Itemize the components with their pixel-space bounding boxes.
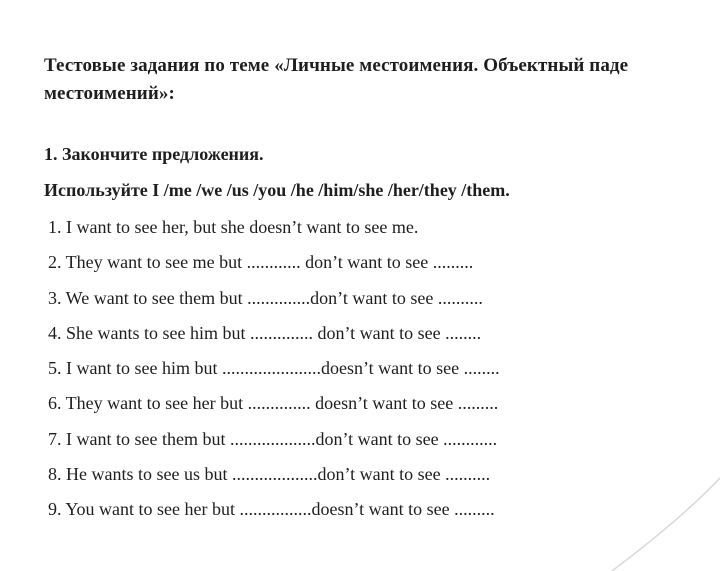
exercise-sentence-4: 4. She wants to see him but .............. don’t want to see ........ xyxy=(48,322,482,343)
title-line-2: местоимений»: xyxy=(44,83,175,104)
section-heading: 1. Закончите предложения. xyxy=(44,144,264,164)
page-title xyxy=(44,52,720,108)
exercise-sentence-1: 1. I want to see her, but she doesn’t want to see me. xyxy=(48,217,419,237)
instruction-text: Используйте I /me /we /us /you /he /him/she /her/they /them. xyxy=(44,180,510,200)
exercise-sentence-7: 7. I want to see them but ...................don’t want to see ............ xyxy=(48,428,498,449)
exercise-list xyxy=(48,212,500,530)
exercise-sentence-6: 6. They want to see her but .............. doesn’t want to see ......... xyxy=(48,393,499,414)
exercise-sentence-3: 3. We want to see them but ..............don’t want to see .......... xyxy=(48,287,483,308)
title-line-1: Тестовые задания по теме «Личные местоимения. Объектный паде xyxy=(44,55,629,76)
exercise-sentence-5: 5. I want to see him but ......................doesn’t want to see ........ xyxy=(48,358,500,379)
exercise-sentence-2: 2. They want to see me but ............ don’t want to see ......... xyxy=(48,252,474,273)
exercise-sentence-9: 9. You want to see her but ................doesn’t want to see ......... xyxy=(48,499,495,520)
fold-line xyxy=(612,478,720,571)
exercise-sentence-8: 8. He wants to see us but ...................don’t want to see .......... xyxy=(48,464,491,485)
